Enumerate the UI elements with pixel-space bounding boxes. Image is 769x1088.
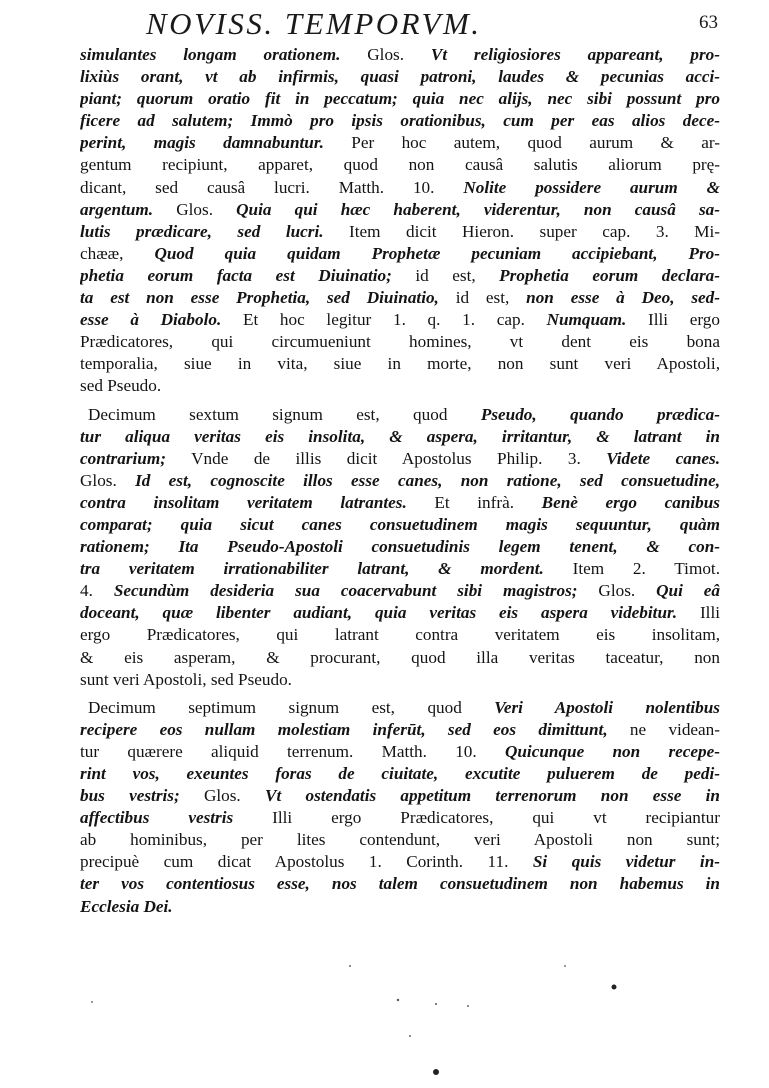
italic-span: Benè ergo canibus: [541, 492, 720, 512]
roman-span: Prædicatores, qui circumueniunt homines, vt dent eis bona: [80, 332, 720, 352]
italic-span: Vt religiosiores appareant, pro-: [430, 45, 720, 64]
text-line: [80, 741, 720, 763]
roman-span: id est,: [391, 265, 500, 285]
roman-span: precipuè cum dicat Apostolus 1. Corinth. 11.: [80, 852, 533, 872]
text-line: [80, 647, 720, 669]
roman-span: dicant, sed causâ lucri. Matth. 10.: [80, 177, 464, 197]
roman-span: & eis asperam, & procurant, quod illa veritas taceatur, non: [80, 647, 720, 667]
roman-span: Illi: [677, 603, 720, 623]
roman-span: Decimum septimum signum est, quod: [88, 697, 495, 717]
roman-span: Item dicit Hieron. super cap. 3. Mi-: [323, 221, 720, 241]
ink-speck: [397, 999, 399, 1001]
italic-span: Videte canes.: [606, 448, 720, 468]
italic-span: bus vestris;: [80, 786, 180, 806]
text-line: [80, 580, 720, 602]
italic-span: lutis prædicare, sed lucri.: [80, 221, 324, 241]
text-line: [80, 353, 720, 375]
roman-span: Glos.: [80, 470, 136, 490]
italic-span: doceant, quæ libenter audiant, quia veritas eis aspera videbitur.: [80, 603, 678, 623]
ink-speck: [409, 1035, 411, 1037]
text-line: [80, 851, 720, 873]
ink-speck: [349, 965, 351, 967]
roman-span: ab hominibus, per lites contendunt, veri Apostoli non sunt;: [80, 830, 720, 850]
page-header: [78, 6, 718, 42]
text-line: [80, 558, 720, 580]
roman-span: Per hoc autem, quod aurum & ar-: [323, 133, 720, 153]
ink-speck: [612, 985, 617, 990]
italic-span: ficere ad salutem; Immò pro ipsis orationibus, cum per eas alios dece-: [80, 111, 720, 131]
roman-span: Glos.: [153, 199, 237, 219]
italic-span: recipere eos nullam molestiam inferūt, sed eos dimittunt,: [80, 719, 608, 739]
ink-speck: [467, 1005, 469, 1007]
italic-span: Secundùm desideria sua coacervabunt sibi magistros;: [113, 581, 578, 601]
italic-span: phetia eorum facta est Diuinatio;: [80, 265, 392, 285]
text-line: [80, 331, 720, 353]
italic-span: Vt ostendatis appetitum terrenorum non esse in: [265, 786, 720, 806]
running-title: NOVISS. TEMPORVM.: [146, 6, 482, 41]
text-line: [80, 829, 720, 851]
text-line: [80, 896, 720, 918]
italic-span: rationem; Ita Pseudo-Apostoli consuetudinis legem tenent, & con-: [80, 537, 720, 557]
text-line: [80, 154, 720, 176]
italic-span: Si quis videtur in-: [532, 852, 720, 872]
italic-span: Id est, cognoscite illos esse canes, non ratione, sed consuetudine,: [135, 470, 720, 490]
italic-span: ta est non esse Prophetia, sed Diuinatio,: [80, 288, 439, 308]
text-line: [80, 44, 720, 66]
text-line: [80, 602, 720, 624]
text-line: [80, 88, 720, 110]
italic-span: Prophetia eorum declara-: [499, 265, 720, 285]
italic-span: tur aliqua veritas eis insolita, & aspera, irritantur, & latrant in: [80, 426, 720, 446]
ink-speck: [433, 1069, 439, 1075]
italic-span: rint vos, exeuntes foras de ciuitate, excutite puluerem de pedi-: [80, 764, 720, 783]
ink-speck: [91, 1001, 93, 1003]
text-line: [80, 132, 720, 154]
italic-span: Numquam.: [546, 310, 627, 330]
text-line: [80, 404, 720, 426]
italic-span: Qui eâ: [656, 581, 720, 601]
italic-span: Nolite possidere aurum &: [463, 177, 720, 197]
text-line: [80, 492, 720, 514]
text-line: [80, 177, 720, 199]
text-line: [80, 697, 720, 719]
roman-span: id est,: [438, 288, 527, 308]
roman-span: Et hoc legitur 1. q. 1. cap.: [221, 310, 547, 330]
roman-span: Item 2. Timot.: [543, 559, 720, 579]
italic-span: contrarium;: [80, 448, 166, 468]
text-line: [80, 110, 720, 132]
roman-span: chææ,: [80, 243, 155, 263]
roman-span: temporalia, siue in vita, siue in morte, non sunt veri Apostoli,: [80, 354, 720, 374]
text-line: [80, 426, 720, 448]
roman-span: Glos.: [179, 786, 265, 806]
italic-span: esse à Diabolo.: [80, 310, 222, 330]
text-line: [80, 624, 720, 646]
text-line: [80, 287, 720, 309]
roman-span: sunt veri Apostoli, sed Pseudo.: [80, 669, 292, 689]
text-line: [80, 763, 720, 785]
italic-span: Ecclesia Dei.: [80, 896, 173, 916]
italic-span: Quia qui hæc haberent, viderentur, non causâ sa-: [236, 199, 720, 219]
italic-span: perint, magis damnabuntur.: [80, 133, 324, 153]
roman-span: tur quærere aliquid terrenum. Matth. 10.: [80, 741, 505, 761]
ink-speck: [564, 965, 566, 967]
italic-span: argentum.: [80, 199, 154, 219]
text-line: [80, 375, 720, 397]
text-line: [80, 243, 720, 265]
text-line: [80, 719, 720, 741]
roman-span: Glos.: [577, 581, 657, 601]
roman-span: gentum recipiunt, apparet, quod non causâ salutis aliorum prę-: [80, 155, 720, 175]
text-line: [80, 669, 720, 691]
text-line: [80, 873, 720, 895]
italic-span: simulantes longam orationem.: [80, 45, 341, 64]
text-line: [80, 66, 720, 88]
italic-span: Veri Apostoli nolentibus: [494, 697, 720, 717]
italic-span: piant; quorum oratio fit in peccatum; quia nec alijs, nec sibi possunt pro: [80, 89, 720, 109]
text-line: [80, 448, 720, 470]
text-line: [80, 785, 720, 807]
italic-span: affectibus vestris: [80, 808, 234, 828]
roman-span: sed Pseudo.: [80, 376, 162, 396]
ink-speck: [435, 1003, 437, 1005]
italic-span: ter vos contentiosus esse, nos talem consuetudinem non habemus in: [80, 874, 720, 894]
roman-span: Illi ergo Prædicatores, qui vt recipiantur: [233, 808, 720, 828]
italic-span: lixiùs orant, vt ab infirmis, quasi patroni, laudes & pecunias acci-: [80, 67, 720, 87]
roman-span: Illi ergo: [626, 310, 720, 330]
roman-span: Decimum sextum signum est, quod: [88, 404, 481, 424]
roman-span: Glos.: [340, 45, 431, 64]
roman-span: ergo Prædicatores, qui latrant contra veritatem eis insolitam,: [80, 625, 720, 645]
italic-span: Quod quia quidam Prophetæ pecuniam accipiebant, Pro-: [154, 243, 720, 263]
page-number: 63: [699, 12, 718, 33]
italic-span: Pseudo, quando prædica-: [480, 404, 720, 424]
text-line: [80, 309, 720, 331]
italic-span: non esse à Deo, sed-: [526, 288, 720, 308]
text-line: [80, 221, 720, 243]
roman-span: ne videan-: [607, 719, 720, 739]
italic-span: comparat; quia sicut canes consuetudinem magis sequuntur, quàm: [80, 514, 720, 534]
italic-span: tra veritatem irrationabiliter latrant, & mordent.: [80, 559, 544, 579]
roman-span: 4.: [80, 581, 114, 601]
text-line: [80, 265, 720, 287]
text-line: [80, 807, 720, 829]
roman-span: Et infrà.: [406, 492, 542, 512]
body-text: [80, 44, 720, 918]
text-line: [80, 536, 720, 558]
roman-span: Vnde de illis dicit Apostolus Philip. 3.: [165, 448, 607, 468]
text-line: [80, 199, 720, 221]
text-line: [80, 514, 720, 536]
italic-span: Quicunque non recepe-: [504, 741, 720, 761]
text-line: [80, 470, 720, 492]
italic-span: contra insolitam veritatem latrantes.: [80, 492, 407, 512]
